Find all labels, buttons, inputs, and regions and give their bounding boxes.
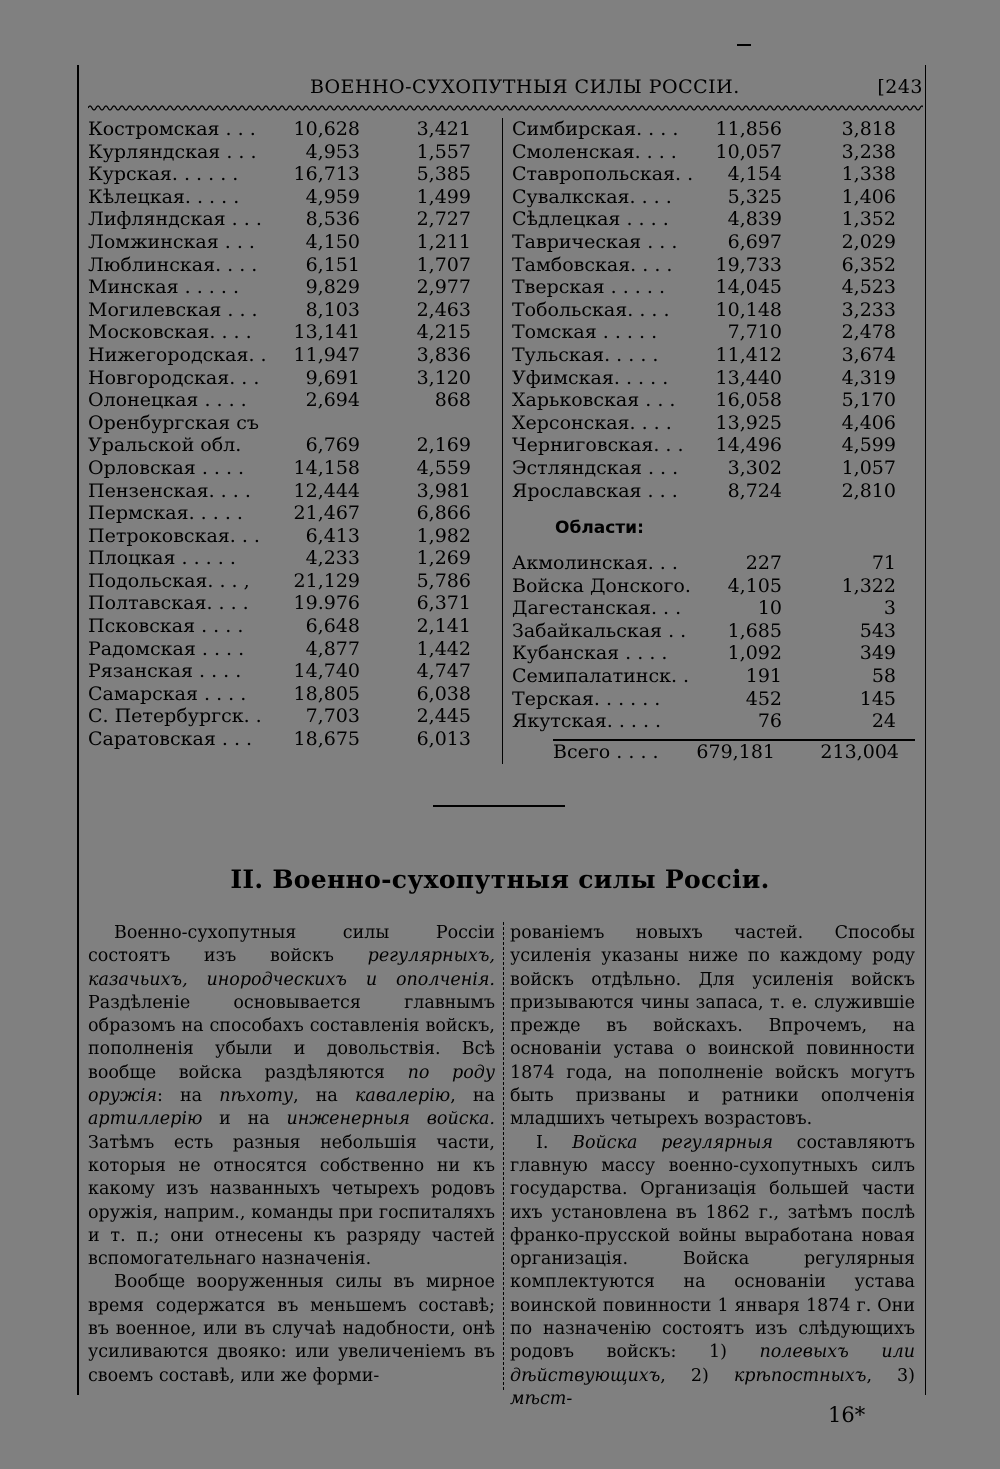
section-divider: [433, 805, 565, 807]
row-value-2: 2,977: [416, 276, 471, 299]
table-row: [512, 367, 912, 390]
row-name: Таврическая . . .: [512, 230, 678, 253]
text-column-rule: [503, 922, 504, 1390]
row-value-1: 3,302: [727, 456, 782, 479]
row-value-1: 19.976: [293, 592, 360, 615]
row-value-1: 6,648: [305, 615, 360, 638]
table-column-rule: [502, 118, 503, 764]
row-name: Томская . . . . .: [512, 321, 658, 344]
row-value-2: 2,029: [841, 230, 896, 253]
row-name: Войска Донского.: [512, 574, 691, 597]
row-value-2: 3,674: [841, 343, 896, 366]
table-row: [512, 642, 912, 665]
row-value-2: 58: [871, 664, 896, 687]
top-dash: [737, 44, 751, 46]
row-value-2: 5,170: [841, 389, 896, 412]
row-name: Могилевская . . .: [88, 298, 258, 321]
table-row: [88, 502, 488, 525]
oblasti-label: Области:: [555, 518, 644, 538]
row-value-2: 2,478: [841, 321, 896, 344]
table-row: [88, 592, 488, 615]
row-value-1: 18,805: [293, 682, 360, 705]
row-value-1: 11,947: [293, 343, 360, 366]
row-value-2: 2,810: [841, 479, 896, 502]
row-value-1: 6,769: [305, 434, 360, 457]
left-table: [88, 118, 488, 751]
row-value-2: 1,269: [416, 547, 471, 570]
row-value-1: 16,058: [715, 389, 782, 412]
row-value-2: 3,120: [416, 366, 471, 389]
table-row: [88, 683, 488, 706]
row-name: Сувалкская. . . .: [512, 185, 672, 208]
table-row: [512, 254, 912, 277]
row-name: Оренбургская съ: [88, 411, 259, 434]
row-value-1: 16,713: [293, 163, 360, 186]
table-row: [512, 552, 912, 575]
row-value-1: 4,953: [305, 140, 360, 163]
row-name: Самарская . . . .: [88, 682, 247, 705]
row-value-1: 227: [745, 552, 782, 574]
row-value-1: 2,694: [305, 389, 360, 412]
text-column-right: [510, 922, 915, 1411]
row-value-2: 3,238: [841, 140, 896, 163]
wavy-rule: [88, 102, 923, 114]
table-row: [88, 525, 488, 548]
row-value-1: 8,103: [305, 298, 360, 321]
table-row: [88, 276, 488, 299]
row-value-1: 7,703: [305, 705, 360, 728]
table-row: [88, 705, 488, 728]
paragraph: Вообще вооруженныя силы въ мирное время содержатся въ меньшемъ составѣ; въ военное, или въ случаѣ надобности, онѣ усиливаются двояко: или увеличеніемъ въ своемъ составѣ, или же форми-: [88, 1272, 495, 1386]
row-value-1: 11,412: [715, 343, 782, 366]
row-name: Радомская . . . .: [88, 637, 245, 660]
table-row: [88, 615, 488, 638]
row-value-2: 24: [871, 710, 896, 733]
row-value-1: 6,697: [727, 230, 782, 253]
row-name: Саратовская . . .: [88, 728, 253, 751]
row-value-2: 868: [434, 389, 471, 412]
row-value-2: 3,421: [416, 118, 471, 140]
row-value-2: 3: [883, 597, 896, 620]
row-name: Уфимская. . . . .: [512, 366, 669, 389]
row-value-2: 1,982: [416, 524, 471, 547]
table-row: [512, 344, 912, 367]
table-row: [88, 570, 488, 593]
total-value-1: 679,181: [696, 741, 775, 763]
row-name: Тобольская. . . .: [512, 298, 670, 321]
table-row: [512, 118, 912, 141]
row-name: Ставропольская. .: [512, 163, 694, 186]
row-value-2: 2,445: [416, 705, 471, 728]
total-value-2: 213,004: [820, 741, 899, 763]
row-name: Пензенская. . . .: [88, 479, 251, 502]
row-value-1: 14,740: [293, 660, 360, 683]
row-value-2: 4,559: [416, 456, 471, 479]
row-name: Забайкальская . .: [512, 619, 687, 642]
regions-table: [512, 552, 912, 733]
text-column-left: [88, 922, 495, 1388]
row-name: Смоленская. . . .: [512, 140, 677, 163]
row-value-2: 5,385: [416, 163, 471, 186]
row-name: Люблинская. . . .: [88, 253, 258, 276]
row-value-2: 1,322: [841, 574, 896, 597]
row-value-1: 10: [757, 597, 782, 620]
row-value-2: 2,141: [416, 615, 471, 638]
row-value-2: 543: [859, 619, 896, 642]
row-value-1: 9,829: [305, 276, 360, 299]
row-value-2: 2,463: [416, 298, 471, 321]
row-value-1: 10,148: [715, 298, 782, 321]
section-heading: II. Военно-сухопутныя силы Россіи.: [230, 865, 770, 894]
row-value-1: 21,129: [293, 569, 360, 592]
row-value-1: 452: [745, 687, 782, 710]
table-row: [512, 457, 912, 480]
row-name: Плоцкая . . . . .: [88, 547, 236, 570]
table-row: [512, 575, 912, 598]
row-name: Полтавская. . . .: [88, 592, 249, 615]
row-value-2: 349: [859, 642, 896, 665]
table-row: [88, 389, 488, 412]
row-value-2: 3,818: [841, 118, 896, 140]
row-value-1: 4,154: [727, 163, 782, 186]
row-name: Черниговская. . .: [512, 434, 684, 457]
table-row: [512, 434, 912, 457]
row-value-2: 2,727: [416, 208, 471, 231]
row-value-2: 6,013: [416, 728, 471, 751]
row-name: Кѣлецкая. . . . .: [88, 185, 240, 208]
paragraph: Военно-сухопутныя силы Россіи состоятъ изъ войскъ регулярныхъ, казачьихъ, инородческихъ и ополченія. Раздѣленіе основывается главнымъ образомъ на способахъ составленія войскъ, пополненія убыли и довольствія. Всѣ вообще войска раздѣляются по роду оружія: на пѣхоту, на кавалерію, на артиллерію и на инженерныя войска. Затѣмъ есть разныя небольшія части, которыя не относятся собственно ни къ какому изъ названныхъ четырехъ родовъ оружія, наприм., команды при госпиталяхъ и т. п.; они отнесены къ разряду частей вспомогательнаго назначенія.: [88, 923, 495, 1270]
table-row: [512, 597, 912, 620]
total-row: [553, 740, 913, 764]
table-row: [88, 118, 488, 141]
table-row: [88, 480, 488, 503]
row-value-1: 14,496: [715, 434, 782, 457]
table-row: [88, 163, 488, 186]
table-row: [512, 231, 912, 254]
table-row: [88, 638, 488, 661]
page-number: 16*: [828, 1403, 866, 1427]
row-value-2: 145: [859, 687, 896, 710]
row-value-1: 191: [745, 664, 782, 687]
row-value-1: 14,045: [715, 276, 782, 299]
table-row: [512, 321, 912, 344]
row-value-2: 3,233: [841, 298, 896, 321]
row-value-1: 6,151: [305, 253, 360, 276]
table-row: [88, 231, 488, 254]
row-name: Акмолинская. . .: [512, 552, 678, 574]
right-frame-rule: [925, 65, 926, 1395]
table-row: [512, 389, 912, 412]
row-value-1: 9,691: [305, 366, 360, 389]
row-name: Костромская . . .: [88, 118, 256, 140]
row-name: Новгородская. . .: [88, 366, 260, 389]
row-value-2: 4,319: [841, 366, 896, 389]
row-value-1: 13,440: [715, 366, 782, 389]
table-row: [512, 186, 912, 209]
row-value-1: 5,325: [727, 185, 782, 208]
row-value-1: 8,724: [727, 479, 782, 502]
running-head-title: ВОЕННО-СУХОПУТНЫЯ СИЛЫ РОССІИ.: [310, 76, 740, 98]
row-value-1: 4,959: [305, 185, 360, 208]
table-row: [512, 412, 912, 435]
row-value-1: 12,444: [293, 479, 360, 502]
row-name: Олонецкая . . . .: [88, 389, 247, 412]
paragraph: I. Войска регулярныя составляютъ главную массу военно-сухопутныхъ силъ государства. Организація большей части ихъ установлена въ 1862 г., затѣмъ послѣ франко-прусской войны выработана новая организація. Войска регулярныя комплектуются на основаніи устава воинской повинности 1 января 1874 г. Они по назначенію состоятъ изъ слѣдующихъ родовъ войскъ: 1) полевыхъ или дѣйствующихъ, 2) крѣпостныхъ, 3) мѣст-: [510, 1132, 915, 1409]
table-row: [512, 208, 912, 231]
row-value-1: 7,710: [727, 321, 782, 344]
table-row: [512, 276, 912, 299]
row-value-1: 1,685: [727, 619, 782, 642]
row-value-2: 1,211: [416, 230, 471, 253]
row-name: Нижегородская. .: [88, 343, 267, 366]
row-value-2: 1,057: [841, 456, 896, 479]
row-value-2: 1,352: [841, 208, 896, 231]
row-value-1: 19,733: [715, 253, 782, 276]
table-row: [88, 412, 488, 435]
row-value-1: 13,925: [715, 411, 782, 434]
row-value-2: 4,747: [416, 660, 471, 683]
row-value-1: 4,839: [727, 208, 782, 231]
row-value-2: 4,523: [841, 276, 896, 299]
row-value-2: 1,499: [416, 185, 471, 208]
row-name: Дагестанская. . .: [512, 597, 682, 620]
row-name: Лифляндская . . .: [88, 208, 262, 231]
row-value-2: 1,338: [841, 163, 896, 186]
row-value-2: 6,371: [416, 592, 471, 615]
row-value-1: 11,856: [715, 118, 782, 140]
row-name: Ломжинская . . .: [88, 230, 255, 253]
table-row: [512, 665, 912, 688]
row-name: Семипалатинск. .: [512, 664, 690, 687]
left-frame-rule: [77, 65, 79, 1395]
row-name: Эстляндская . . .: [512, 456, 679, 479]
row-name: Уральской обл.: [88, 434, 242, 457]
table-row: [88, 344, 488, 367]
row-value-1: 4,877: [305, 637, 360, 660]
row-name: Минская . . . . .: [88, 276, 240, 299]
row-value-2: 6,866: [416, 502, 471, 525]
row-value-1: 10,057: [715, 140, 782, 163]
table-row: [512, 688, 912, 711]
row-name: Якутская. . . . .: [512, 710, 662, 733]
running-head-page: [243: [877, 76, 923, 98]
row-value-1: 13,141: [293, 321, 360, 344]
table-row: [88, 367, 488, 390]
table-row: [512, 620, 912, 643]
row-name: Курская. . . . . .: [88, 163, 239, 186]
row-name: Терская. . . . . .: [512, 687, 661, 710]
table-row: [88, 254, 488, 277]
table-row: [88, 141, 488, 164]
row-value-1: 18,675: [293, 728, 360, 751]
table-row: [512, 710, 912, 733]
row-name: Херсонская. . . .: [512, 411, 672, 434]
row-value-2: 1,406: [841, 185, 896, 208]
row-value-2: 1,707: [416, 253, 471, 276]
table-row: [88, 728, 488, 751]
row-value-1: 4,150: [305, 230, 360, 253]
row-value-2: 6,352: [841, 253, 896, 276]
right-table: [512, 118, 912, 502]
row-name: Кубанская . . . .: [512, 642, 668, 665]
row-value-2: 1,557: [416, 140, 471, 163]
row-name: Тверская . . . . .: [512, 276, 666, 299]
row-value-2: 1,442: [416, 637, 471, 660]
row-value-2: 4,406: [841, 411, 896, 434]
row-name: Рязанская . . . .: [88, 660, 242, 683]
row-name: Псковская . . . .: [88, 615, 244, 638]
table-row: [512, 480, 912, 503]
row-name: Тульская. . . . .: [512, 343, 659, 366]
row-value-2: 3,836: [416, 343, 471, 366]
row-value-1: 8,536: [305, 208, 360, 231]
row-value-1: 76: [757, 710, 782, 733]
row-value-1: 1,092: [727, 642, 782, 665]
table-row: [88, 457, 488, 480]
table-row: [512, 163, 912, 186]
row-name: Московская. . . .: [88, 321, 252, 344]
table-row: [88, 208, 488, 231]
row-name: Ярославская . . .: [512, 479, 678, 502]
row-value-2: 3,981: [416, 479, 471, 502]
table-row: [88, 321, 488, 344]
table-row: [88, 186, 488, 209]
row-name: Сѣдлецкая . . . .: [512, 208, 669, 231]
row-value-1: 6,413: [305, 524, 360, 547]
row-value-1: 4,105: [727, 574, 782, 597]
row-value-2: 4,599: [841, 434, 896, 457]
paragraph: рованіемъ новыхъ частей. Способы усиленія указаны ниже по каждому роду войскъ отдѣльно. Для усиленія войскъ призываются чины запаса, т. е. служившіе прежде въ войскахъ. Впрочемъ, на основаніи устава о воинской повинности 1874 года, на пополненіе войскъ могутъ быть призваны и ратники ополченія младшихъ четырехъ возрастовъ.: [510, 923, 915, 1130]
row-name: Харьковская . . .: [512, 389, 676, 412]
row-name: Тамбовская. . . .: [512, 253, 673, 276]
total-label: Всего . . . .: [553, 741, 659, 763]
row-name: Курляндская . . .: [88, 140, 257, 163]
row-value-1: 21,467: [293, 502, 360, 525]
row-value-1: 10,628: [293, 118, 360, 140]
table-row: [512, 141, 912, 164]
row-value-2: 5,786: [416, 569, 471, 592]
row-value-2: 4,215: [416, 321, 471, 344]
row-value-2: 71: [871, 552, 896, 574]
row-value-1: 4,233: [305, 547, 360, 570]
row-name: С. Петербургск. .: [88, 705, 262, 728]
row-name: Пермская. . . . .: [88, 502, 243, 525]
row-name: Подольская. . . ,: [88, 569, 250, 592]
table-row: [512, 299, 912, 322]
row-value-2: 6,038: [416, 682, 471, 705]
row-name: Петроковская. . .: [88, 524, 260, 547]
row-name: Симбирская. . . .: [512, 118, 679, 140]
row-value-2: 2,169: [416, 434, 471, 457]
row-name: Орловская . . . .: [88, 456, 245, 479]
table-row: [88, 547, 488, 570]
table-row: [88, 299, 488, 322]
table-row: [88, 434, 488, 457]
row-value-1: 14,158: [293, 456, 360, 479]
table-row: [88, 660, 488, 683]
